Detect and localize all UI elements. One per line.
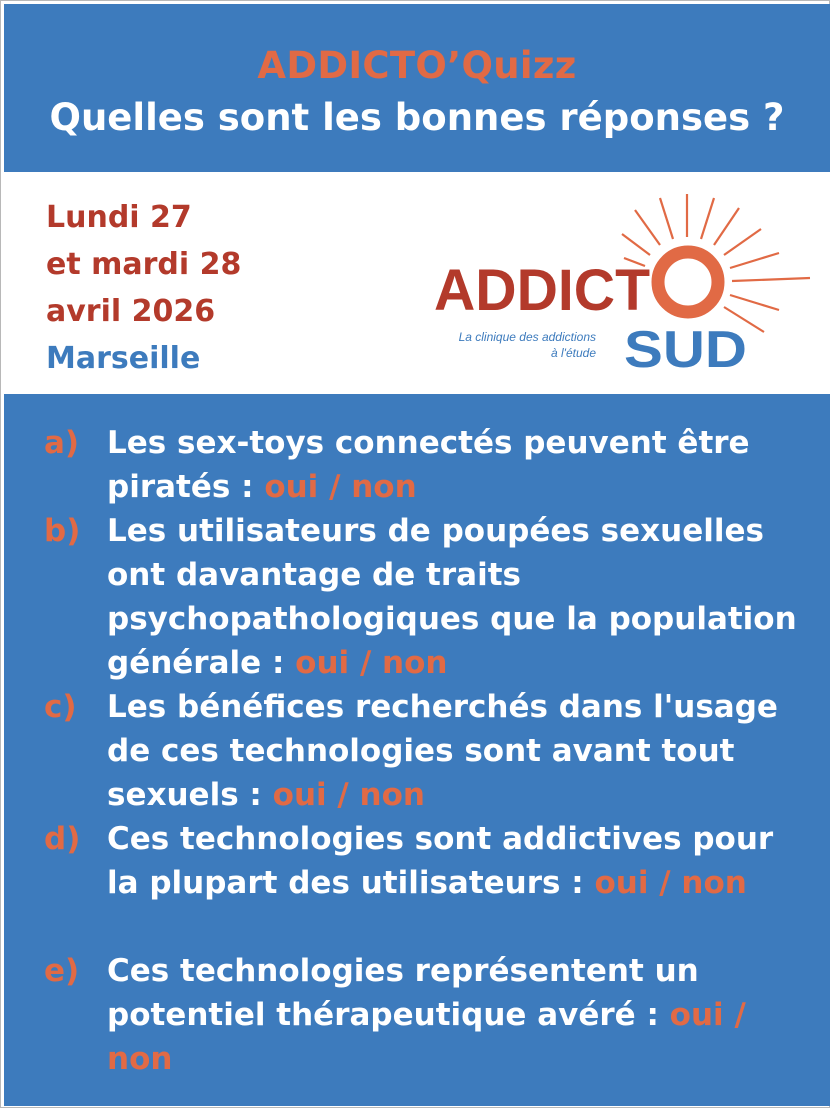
date-line-1: Lundi 27 xyxy=(46,200,192,235)
answer-options: oui / non xyxy=(264,469,417,505)
sun-o-icon xyxy=(658,252,718,312)
question-text xyxy=(107,949,807,1081)
quiz-subtitle: Quelles sont les bonnes réponses ? xyxy=(49,96,785,139)
questions-panel xyxy=(4,394,830,1106)
question-statement: Ces technologies représentent un potentiel thérapeutique avéré : xyxy=(107,953,699,1033)
answer-options: oui / non xyxy=(594,865,747,901)
event-city: Marseille xyxy=(46,341,201,376)
question-statement: Ces technologies sont addictives pour la plupart des utilisateurs : xyxy=(107,821,774,901)
date-line-2: et mardi 28 xyxy=(46,247,242,282)
answer-options: oui / non xyxy=(272,777,425,813)
question-text xyxy=(107,685,807,817)
logo-tagline-2: à l'étude xyxy=(551,346,596,360)
question-text xyxy=(107,817,807,905)
question-text xyxy=(107,509,807,685)
quiz-title: ADDICTO’Quizz xyxy=(257,44,577,87)
logo-sud: SUD xyxy=(624,321,747,379)
logo-addict: ADDICT xyxy=(434,258,650,323)
question-letter: d) xyxy=(44,821,81,857)
answer-options: oui / non xyxy=(295,645,448,681)
question-statement: Les bénéfices recherchés dans l'usage de ces technologies sont avant tout sexuels : xyxy=(107,689,778,813)
question-letter: e) xyxy=(44,953,80,989)
event-info xyxy=(4,172,830,394)
question-text xyxy=(107,421,807,509)
date-line-3: avril 2026 xyxy=(46,294,216,329)
question-letter: c) xyxy=(44,689,77,725)
logo-tagline-1: La clinique des addictions xyxy=(458,330,596,344)
question-letter: b) xyxy=(44,513,81,549)
question-letter: a) xyxy=(44,425,80,461)
answer-options: oui / non xyxy=(107,997,746,1077)
question-statement: Les utilisateurs de poupées sexuelles ont davantage de traits psychopathologiques que la population générale : xyxy=(107,513,797,681)
header-banner xyxy=(4,4,830,172)
addicto-sud-logo xyxy=(424,174,824,392)
event-dates xyxy=(46,194,241,382)
question-statement: Les sex-toys connectés peuvent être piratés : xyxy=(107,425,750,505)
